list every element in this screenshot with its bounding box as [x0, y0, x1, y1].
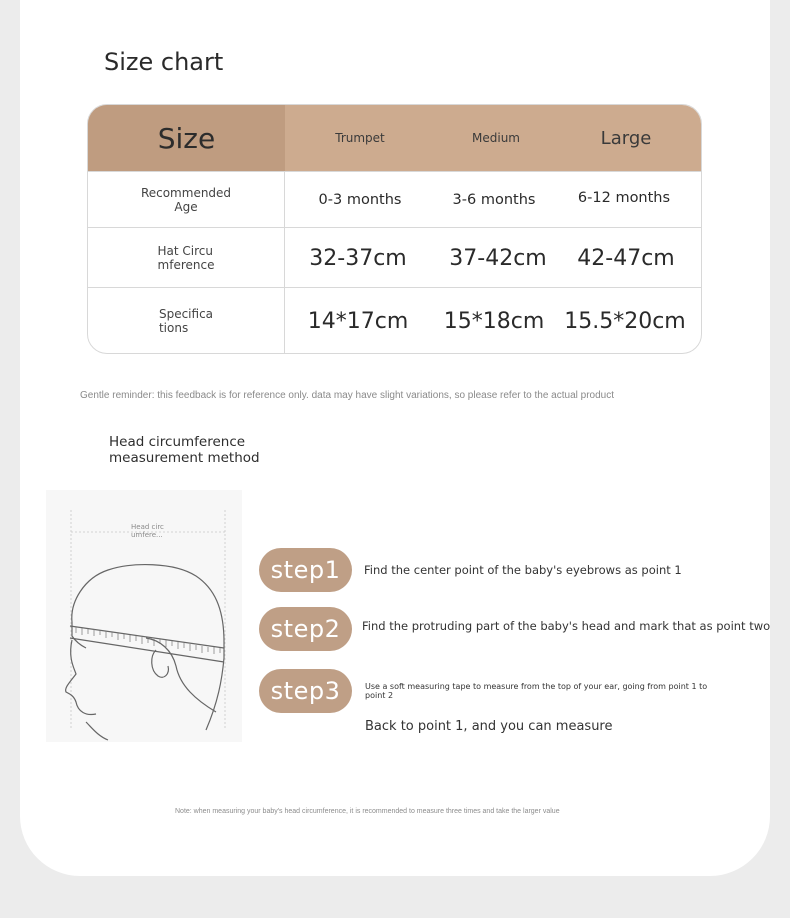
head-measurement-illustration: [46, 490, 242, 742]
step2-text: Find the protruding part of the baby's head and mark that as point two: [362, 619, 771, 633]
table-cell: 15.5*20cm: [564, 308, 686, 334]
step3-text: Use a soft measuring tape to measure from the top of your ear, going from point 1 to point 2: [365, 682, 708, 700]
row-label-circumference: Hat Circu mference: [88, 228, 285, 288]
step2-badge: step2: [259, 607, 352, 651]
illustration-label: umfere...: [131, 531, 163, 539]
table-cell: 37-42cm: [449, 245, 547, 271]
table-cell: 42-47cm: [577, 245, 675, 271]
table-cell: 6-12 months: [577, 190, 671, 206]
row-label-specifications: Specifica tions: [88, 288, 285, 354]
table-cell: 3-6 months: [452, 192, 536, 208]
table-cell: 14*17cm: [307, 308, 409, 334]
reminder-text: Gentle reminder: this feedback is for reference only. data may have slight variations, so please refer to the actual product: [80, 390, 614, 401]
measurement-note: Note: when measuring your baby's head circumference, it is recommended to measure three times and take the larger value: [175, 808, 560, 815]
method-heading: Head circumference measurement method: [109, 434, 260, 466]
column-header-large: Large: [600, 127, 652, 149]
size-header-cell: Size: [88, 105, 285, 171]
table-header: [88, 105, 701, 171]
column-header-medium: Medium: [472, 131, 520, 145]
column-header-trumpet: Trumpet: [335, 131, 385, 145]
step1-text: Find the center point of the baby's eyebrows as point 1: [364, 563, 682, 577]
size-table: [87, 104, 702, 354]
page-title: Size chart: [104, 48, 224, 76]
table-cell: 0-3 months: [318, 192, 402, 208]
step3-extra-text: Back to point 1, and you can measure: [365, 719, 613, 734]
baby-head-icon: [46, 490, 242, 742]
table-cell: 32-37cm: [309, 245, 407, 271]
step1-badge: step1: [259, 548, 352, 592]
table-row: [88, 287, 701, 354]
table-row: [88, 227, 701, 288]
step3-badge: step3: [259, 669, 352, 713]
row-label-age: Recommended Age: [88, 172, 285, 228]
illustration-label: Head circ: [131, 523, 164, 531]
table-row: [88, 171, 701, 228]
table-cell: 15*18cm: [443, 308, 545, 334]
